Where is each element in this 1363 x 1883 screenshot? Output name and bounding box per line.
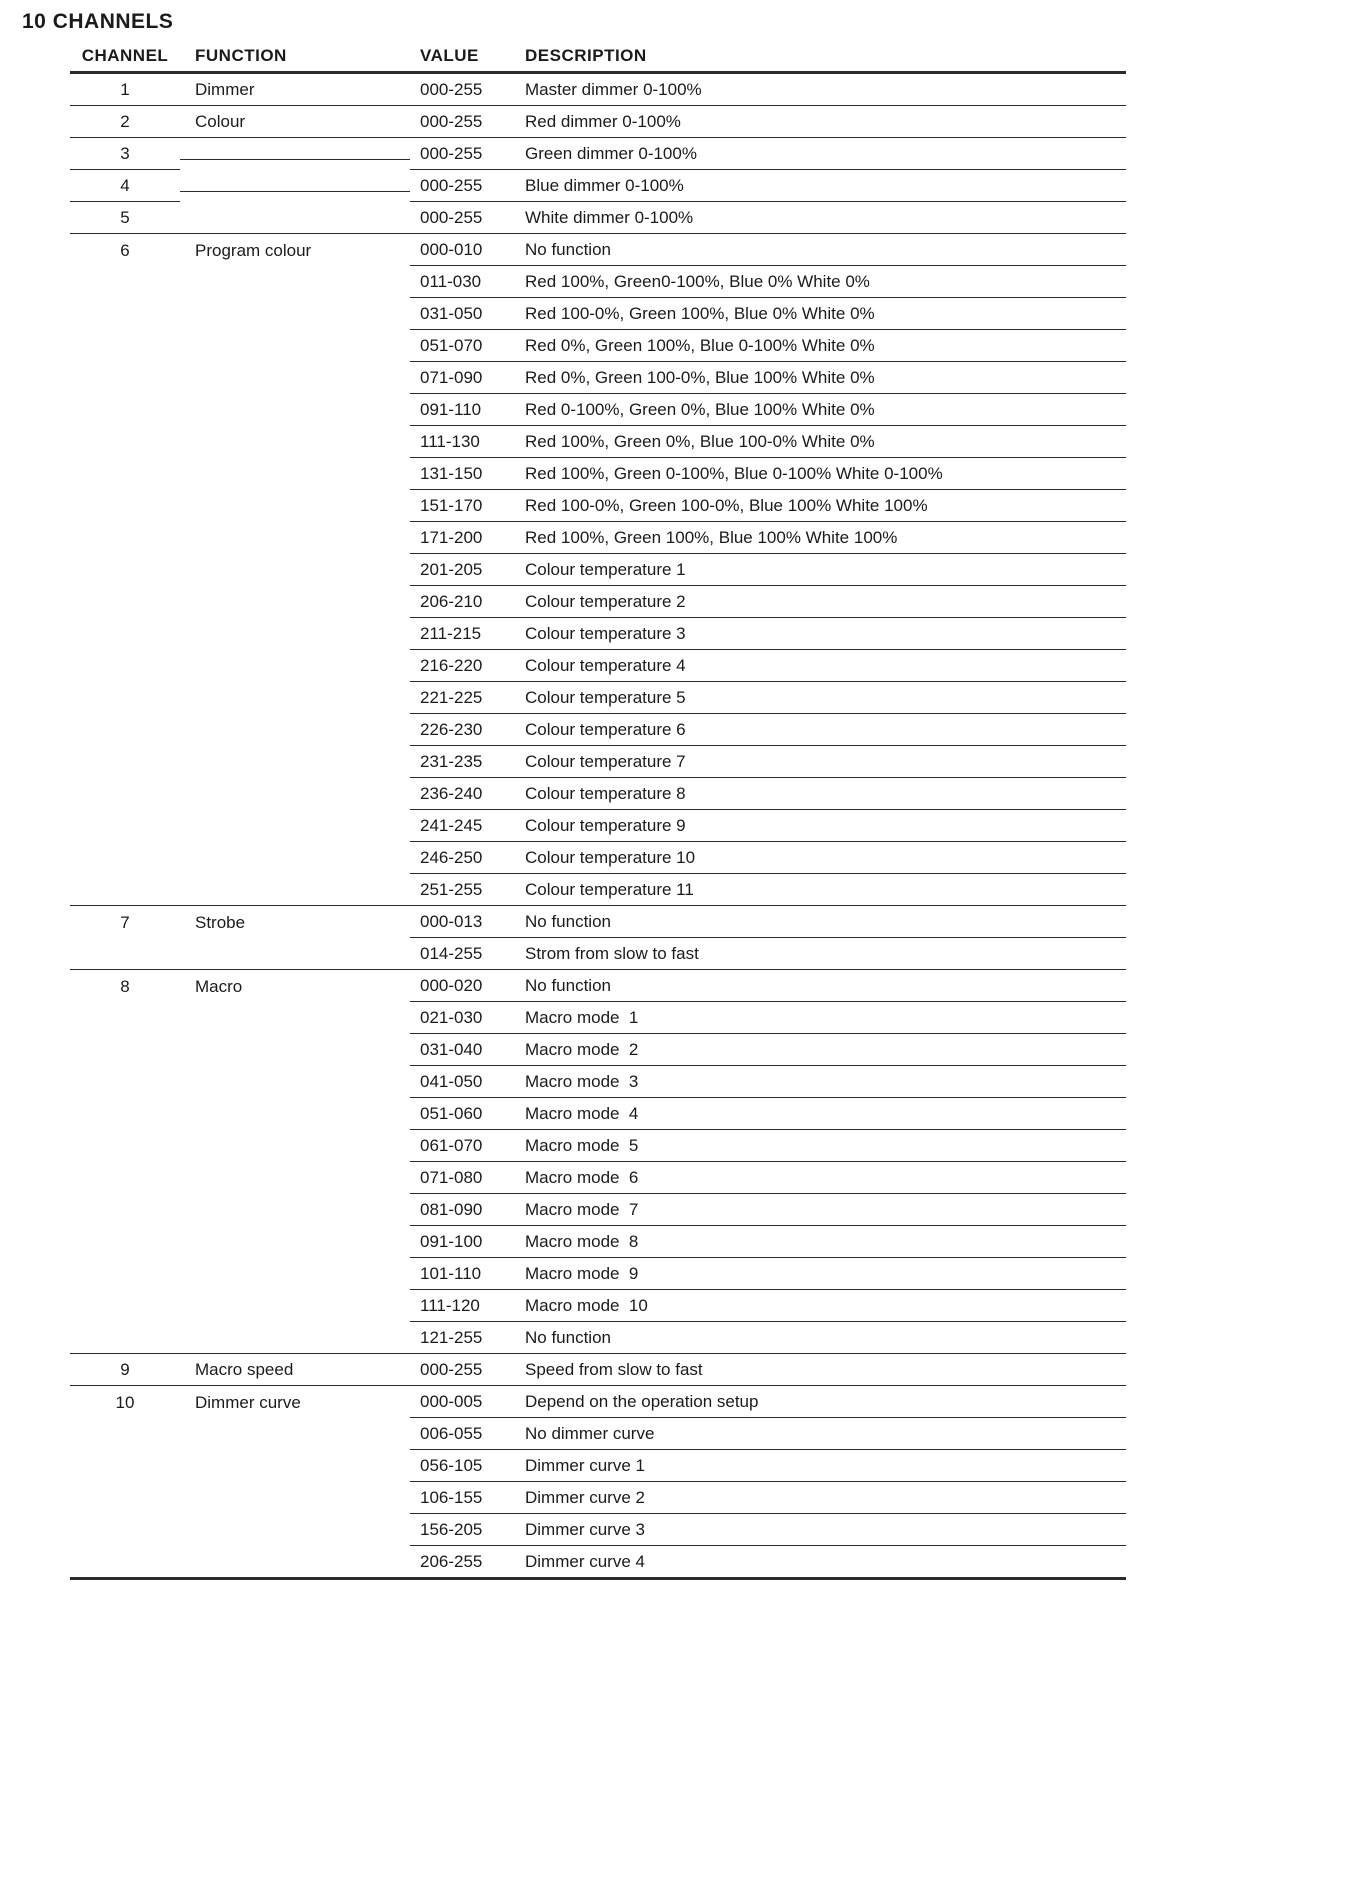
channel-cell: 6 bbox=[120, 240, 130, 260]
description-cell: Strom from slow to fast bbox=[525, 944, 699, 963]
function-cell bbox=[180, 1269, 410, 1279]
function-cell bbox=[180, 885, 410, 895]
table-row bbox=[70, 1034, 1126, 1066]
table-row bbox=[70, 74, 1126, 105]
table-row bbox=[70, 1002, 1126, 1034]
function-cell bbox=[180, 1109, 410, 1119]
channel-cell bbox=[70, 1045, 180, 1055]
function-cell bbox=[180, 1237, 410, 1247]
description-cell: Dimmer curve 4 bbox=[525, 1552, 645, 1571]
table-row bbox=[70, 778, 1126, 810]
description-cell: No function bbox=[515, 970, 1126, 1002]
value-cell: 236-240 bbox=[410, 778, 515, 810]
channel-group bbox=[70, 1354, 1126, 1386]
channel-cell bbox=[70, 1333, 180, 1343]
channel-cell bbox=[70, 885, 180, 895]
description-cell: Macro mode 5 bbox=[515, 1130, 1126, 1162]
channel-cell bbox=[70, 1461, 180, 1471]
channel-cell bbox=[70, 309, 180, 319]
value-cell: 041-050 bbox=[410, 1066, 515, 1098]
value-cell: 031-040 bbox=[410, 1034, 515, 1066]
function-cell bbox=[180, 821, 410, 831]
function-cell bbox=[180, 181, 410, 192]
function-cell: Strobe bbox=[195, 912, 246, 932]
function-cell bbox=[180, 405, 410, 415]
table-row bbox=[70, 746, 1126, 778]
function-cell bbox=[180, 1525, 410, 1535]
function-cell bbox=[180, 149, 410, 160]
value-cell: 000-255 bbox=[410, 170, 515, 202]
value-cell: 051-060 bbox=[410, 1098, 515, 1130]
table-row bbox=[70, 298, 1126, 330]
description-cell: Blue dimmer 0-100% bbox=[515, 170, 1126, 202]
channel-cell bbox=[70, 1141, 180, 1151]
channel-cell bbox=[70, 1493, 180, 1503]
value-cell: 246-250 bbox=[410, 842, 515, 874]
channel-cell bbox=[70, 661, 180, 671]
channel-group bbox=[70, 906, 1126, 970]
value-cell: 000-255 bbox=[410, 106, 515, 138]
value-cell: 101-110 bbox=[410, 1258, 515, 1290]
channel-cell bbox=[70, 1525, 180, 1535]
table-row bbox=[70, 938, 1126, 969]
function-cell bbox=[180, 373, 410, 383]
function-cell bbox=[180, 1013, 410, 1023]
description-cell: Macro mode 2 bbox=[515, 1034, 1126, 1066]
function-cell bbox=[180, 437, 410, 447]
table-body bbox=[70, 74, 1126, 1580]
table-row bbox=[70, 1258, 1126, 1290]
value-cell: 091-110 bbox=[410, 394, 515, 426]
function-cell bbox=[180, 757, 410, 767]
channel-cell bbox=[70, 629, 180, 639]
channel-cell bbox=[70, 1173, 180, 1183]
function-cell: Dimmer curve bbox=[195, 1392, 301, 1412]
description-cell: Macro mode 10 bbox=[515, 1290, 1126, 1322]
table-row bbox=[70, 458, 1126, 490]
function-cell bbox=[180, 1557, 410, 1567]
channel-group bbox=[70, 74, 1126, 106]
table-row bbox=[70, 266, 1126, 298]
channel-cell bbox=[70, 1077, 180, 1087]
description-cell: Colour temperature 1 bbox=[515, 554, 1126, 586]
channel-cell bbox=[70, 949, 180, 959]
channel-cell bbox=[70, 757, 180, 767]
table-row bbox=[70, 554, 1126, 586]
channel-cell bbox=[70, 341, 180, 351]
description-cell: No function bbox=[525, 1328, 611, 1347]
function-cell bbox=[180, 501, 410, 511]
value-cell: 071-080 bbox=[410, 1162, 515, 1194]
description-cell: Colour temperature 2 bbox=[515, 586, 1126, 618]
table-row bbox=[70, 810, 1126, 842]
table-row bbox=[70, 490, 1126, 522]
function-cell: Macro bbox=[195, 976, 243, 996]
value-cell: 000-010 bbox=[410, 234, 515, 266]
channel-cell bbox=[70, 437, 180, 447]
table-row bbox=[70, 1290, 1126, 1322]
description-cell: Macro mode 8 bbox=[515, 1226, 1126, 1258]
value-cell: 156-205 bbox=[410, 1514, 515, 1546]
channel-cell bbox=[70, 469, 180, 479]
value-cell: 031-050 bbox=[410, 298, 515, 330]
value-cell: 251-255 bbox=[420, 880, 483, 899]
description-cell: Colour temperature 9 bbox=[515, 810, 1126, 842]
table-row bbox=[70, 138, 1126, 170]
function-cell bbox=[180, 597, 410, 607]
function-cell bbox=[180, 309, 410, 319]
table-row bbox=[70, 170, 1126, 202]
description-cell: Red 100%, Green0-100%, Blue 0% White 0% bbox=[515, 266, 1126, 298]
channel-cell bbox=[70, 277, 180, 287]
header-description: DESCRIPTION bbox=[525, 46, 647, 65]
channel-cell bbox=[70, 501, 180, 511]
value-cell: 056-105 bbox=[410, 1450, 515, 1482]
table-row bbox=[70, 1066, 1126, 1098]
function-cell bbox=[180, 693, 410, 703]
channel-cell bbox=[70, 1237, 180, 1247]
function-cell bbox=[180, 1205, 410, 1215]
value-cell: 171-200 bbox=[410, 522, 515, 554]
function-cell: Colour bbox=[180, 106, 410, 138]
value-cell: 221-225 bbox=[410, 682, 515, 714]
dmx-channel-table bbox=[70, 40, 1126, 1580]
function-cell bbox=[180, 565, 410, 575]
value-cell: 000-255 bbox=[420, 1360, 483, 1379]
function-cell bbox=[180, 853, 410, 863]
value-cell: 206-210 bbox=[410, 586, 515, 618]
table-row bbox=[70, 1514, 1126, 1546]
channel-cell: 9 bbox=[120, 1360, 130, 1379]
description-cell: Macro mode 4 bbox=[515, 1098, 1126, 1130]
description-cell: Red 100%, Green 0%, Blue 100-0% White 0% bbox=[515, 426, 1126, 458]
table-row bbox=[70, 362, 1126, 394]
table-row bbox=[70, 1546, 1126, 1577]
table-row bbox=[70, 970, 1126, 1002]
channel-cell bbox=[70, 373, 180, 383]
header-value: VALUE bbox=[420, 46, 479, 65]
value-cell: 000-255 bbox=[420, 80, 483, 99]
value-cell: 216-220 bbox=[410, 650, 515, 682]
table-row bbox=[70, 1354, 1126, 1385]
function-cell bbox=[180, 1429, 410, 1439]
function-cell bbox=[180, 213, 410, 223]
table-row bbox=[70, 1194, 1126, 1226]
description-cell: Macro mode 6 bbox=[515, 1162, 1126, 1194]
description-cell: Colour temperature 8 bbox=[515, 778, 1126, 810]
table-row bbox=[70, 682, 1126, 714]
channel-cell: 8 bbox=[120, 976, 130, 996]
channel-cell bbox=[70, 1557, 180, 1567]
function-cell bbox=[180, 1461, 410, 1471]
header-function: FUNCTION bbox=[195, 46, 287, 65]
value-cell: 091-100 bbox=[410, 1226, 515, 1258]
channel-group bbox=[70, 1386, 1126, 1580]
table-row bbox=[70, 586, 1126, 618]
description-cell: Red dimmer 0-100% bbox=[515, 106, 1126, 138]
table-row bbox=[70, 234, 1126, 266]
table-row bbox=[70, 1386, 1126, 1418]
description-cell: Colour temperature 10 bbox=[515, 842, 1126, 874]
value-cell: 021-030 bbox=[410, 1002, 515, 1034]
value-cell: 201-205 bbox=[410, 554, 515, 586]
description-cell: Green dimmer 0-100% bbox=[515, 138, 1126, 170]
value-cell: 231-235 bbox=[410, 746, 515, 778]
value-cell: 000-255 bbox=[410, 138, 515, 170]
description-cell: Red 100-0%, Green 100-0%, Blue 100% White 100% bbox=[515, 490, 1126, 522]
table-row bbox=[70, 1098, 1126, 1130]
channel-cell: 3 bbox=[70, 138, 180, 170]
table-row bbox=[70, 1226, 1126, 1258]
description-cell: Colour temperature 6 bbox=[515, 714, 1126, 746]
header-channel: CHANNEL bbox=[81, 46, 169, 65]
description-cell: Macro mode 9 bbox=[515, 1258, 1126, 1290]
description-cell: Macro mode 3 bbox=[515, 1066, 1126, 1098]
value-cell: 226-230 bbox=[410, 714, 515, 746]
channel-cell bbox=[70, 533, 180, 543]
value-cell: 241-245 bbox=[410, 810, 515, 842]
table-row bbox=[70, 1482, 1126, 1514]
value-cell: 014-255 bbox=[420, 944, 483, 963]
value-cell: 000-255 bbox=[420, 208, 483, 227]
channel-group bbox=[70, 106, 1126, 234]
function-cell bbox=[180, 533, 410, 543]
function-cell bbox=[180, 469, 410, 479]
function-cell bbox=[180, 1301, 410, 1311]
description-cell: Speed from slow to fast bbox=[525, 1360, 703, 1379]
function-cell bbox=[180, 1045, 410, 1055]
description-cell: No function bbox=[515, 234, 1126, 266]
value-cell: 121-255 bbox=[420, 1328, 483, 1347]
value-cell: 051-070 bbox=[410, 330, 515, 362]
channel-group bbox=[70, 970, 1126, 1354]
function-cell: Program colour bbox=[195, 240, 312, 260]
channel-cell: 2 bbox=[70, 106, 180, 138]
table-row bbox=[70, 1418, 1126, 1450]
value-cell: 111-120 bbox=[410, 1290, 515, 1322]
description-cell: Colour temperature 7 bbox=[515, 746, 1126, 778]
channel-group bbox=[70, 234, 1126, 906]
value-cell: 011-030 bbox=[410, 266, 515, 298]
function-cell bbox=[180, 949, 410, 959]
channel-cell bbox=[70, 853, 180, 863]
channel-cell bbox=[70, 1013, 180, 1023]
table-row bbox=[70, 1450, 1126, 1482]
table-row bbox=[70, 106, 1126, 138]
value-cell: 071-090 bbox=[410, 362, 515, 394]
table-row bbox=[70, 874, 1126, 905]
table-row bbox=[70, 618, 1126, 650]
description-cell: Red 0%, Green 100-0%, Blue 100% White 0% bbox=[515, 362, 1126, 394]
function-cell bbox=[180, 661, 410, 671]
description-cell: Red 0%, Green 100%, Blue 0-100% White 0% bbox=[515, 330, 1126, 362]
value-cell: 131-150 bbox=[410, 458, 515, 490]
channel-cell bbox=[70, 1301, 180, 1311]
value-cell: 000-020 bbox=[410, 970, 515, 1002]
channel-cell bbox=[70, 725, 180, 735]
table-row bbox=[70, 842, 1126, 874]
channel-cell bbox=[70, 405, 180, 415]
description-cell: Dimmer curve 2 bbox=[515, 1482, 1126, 1514]
function-cell bbox=[180, 629, 410, 639]
value-cell: 081-090 bbox=[410, 1194, 515, 1226]
value-cell: 006-055 bbox=[410, 1418, 515, 1450]
description-cell: Dimmer curve 3 bbox=[515, 1514, 1126, 1546]
description-cell: Colour temperature 5 bbox=[515, 682, 1126, 714]
channel-cell: 1 bbox=[120, 80, 130, 99]
description-cell: Colour temperature 4 bbox=[515, 650, 1126, 682]
value-cell: 206-255 bbox=[420, 1552, 483, 1571]
channel-cell bbox=[70, 1429, 180, 1439]
description-cell: Colour temperature 3 bbox=[515, 618, 1126, 650]
value-cell: 000-013 bbox=[410, 906, 515, 938]
table-row bbox=[70, 906, 1126, 938]
function-cell bbox=[180, 1141, 410, 1151]
function-cell bbox=[180, 341, 410, 351]
value-cell: 211-215 bbox=[410, 618, 515, 650]
function-cell bbox=[180, 725, 410, 735]
description-cell: No function bbox=[515, 906, 1126, 938]
channel-cell: 5 bbox=[120, 208, 130, 227]
function-cell: Macro speed bbox=[195, 1360, 294, 1379]
channel-cell bbox=[70, 821, 180, 831]
channel-cell bbox=[70, 1205, 180, 1215]
function-cell bbox=[180, 1077, 410, 1087]
table-row bbox=[70, 650, 1126, 682]
table-row bbox=[70, 330, 1126, 362]
channel-cell: 4 bbox=[70, 170, 180, 202]
channel-cell bbox=[70, 693, 180, 703]
value-cell: 000-005 bbox=[410, 1386, 515, 1418]
function-cell bbox=[180, 1333, 410, 1343]
value-cell: 151-170 bbox=[410, 490, 515, 522]
table-row bbox=[70, 426, 1126, 458]
description-cell: Red 100%, Green 0-100%, Blue 0-100% White 0-100% bbox=[515, 458, 1126, 490]
channel-cell: 10 bbox=[115, 1392, 135, 1412]
description-cell: Red 0-100%, Green 0%, Blue 100% White 0% bbox=[515, 394, 1126, 426]
description-cell: Dimmer curve 1 bbox=[515, 1450, 1126, 1482]
description-cell: Master dimmer 0-100% bbox=[525, 80, 702, 99]
table-row bbox=[70, 394, 1126, 426]
description-cell: Depend on the operation setup bbox=[515, 1386, 1126, 1418]
function-cell: Dimmer bbox=[195, 80, 255, 99]
channel-cell bbox=[70, 1269, 180, 1279]
value-cell: 061-070 bbox=[410, 1130, 515, 1162]
table-row bbox=[70, 202, 1126, 233]
description-cell: White dimmer 0-100% bbox=[525, 208, 694, 227]
value-cell: 111-130 bbox=[410, 426, 515, 458]
table-header-row bbox=[70, 40, 1126, 74]
value-cell: 106-155 bbox=[410, 1482, 515, 1514]
description-cell: Macro mode 1 bbox=[515, 1002, 1126, 1034]
channel-cell bbox=[70, 597, 180, 607]
description-cell: Colour temperature 11 bbox=[525, 880, 694, 899]
table-row bbox=[70, 1130, 1126, 1162]
channel-cell bbox=[70, 565, 180, 575]
description-cell: Red 100%, Green 100%, Blue 100% White 100% bbox=[515, 522, 1126, 554]
table-row bbox=[70, 522, 1126, 554]
table-row bbox=[70, 714, 1126, 746]
function-cell bbox=[180, 1493, 410, 1503]
function-cell bbox=[180, 789, 410, 799]
description-cell: Macro mode 7 bbox=[515, 1194, 1126, 1226]
table-row bbox=[70, 1162, 1126, 1194]
table-row bbox=[70, 1322, 1126, 1353]
function-cell bbox=[180, 1173, 410, 1183]
channel-cell: 7 bbox=[120, 912, 130, 932]
channel-cell bbox=[70, 1109, 180, 1119]
description-cell: Red 100-0%, Green 100%, Blue 0% White 0% bbox=[515, 298, 1126, 330]
description-cell: No dimmer curve bbox=[515, 1418, 1126, 1450]
page-title: 10 CHANNELS bbox=[22, 10, 174, 33]
channel-cell bbox=[70, 789, 180, 799]
function-cell bbox=[180, 277, 410, 287]
